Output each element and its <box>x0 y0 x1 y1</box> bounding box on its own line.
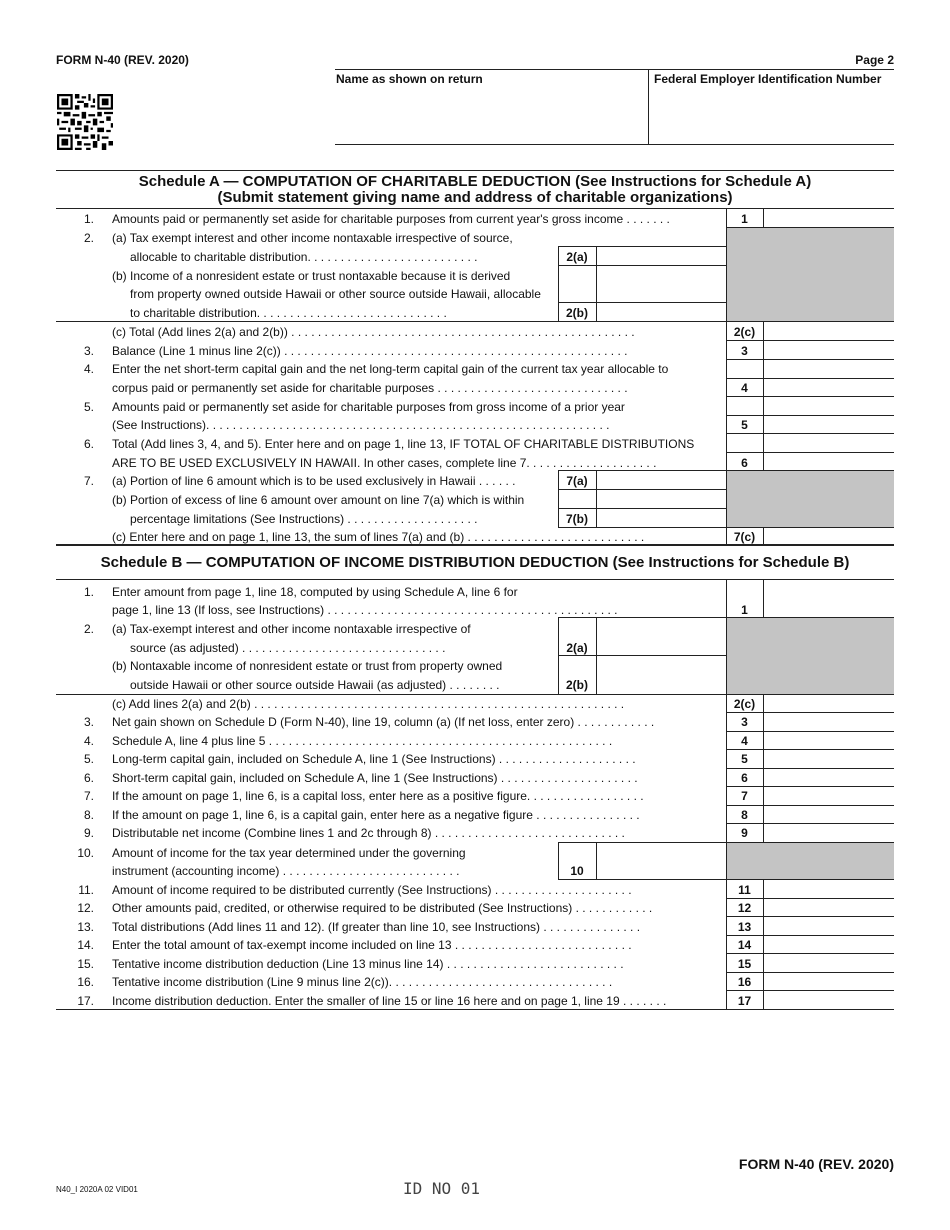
amount-field-a7c[interactable] <box>765 528 893 543</box>
line-number: 12. <box>77 901 94 915</box>
line-number: 13. <box>77 920 94 934</box>
name-label: Name as shown on return <box>336 72 483 86</box>
line-code: 13 <box>737 920 752 934</box>
line-text: Enter the net short-term capital gain and the net long-term capital gain of the current tax year allocable to <box>112 362 669 376</box>
line-text: (a) Tax exempt interest and other income nontaxable irrespective of source, <box>112 231 513 245</box>
amount-field-b2c[interactable] <box>765 695 893 711</box>
line-number: 1. <box>83 585 94 599</box>
line-code: 16 <box>737 975 752 989</box>
form-id: FORM N-40 (REV. 2020) <box>56 53 189 67</box>
amount-field-a2a[interactable] <box>598 247 724 264</box>
line-text: (c) Enter here and on page 1, line 13, the sum of lines 7(a) and (b) . . . . . . . . . . . . . . . . . . . . . . . . . . . <box>112 530 645 544</box>
amount-field-b3[interactable] <box>765 713 893 730</box>
line-code: 2(a) <box>566 250 588 264</box>
line-code: 2(c) <box>733 325 756 339</box>
line-text: Long-term capital gain, included on Schedule A, line 1 (See Instructions) . . . . . . . . . . . . . . . . . . . . . <box>112 752 636 766</box>
line-text: Schedule A, line 4 plus line 5 . . . . . . . . . . . . . . . . . . . . . . . . . . . . . . . . . . . . . . . . . . . . . . . . . . . . <box>112 734 613 748</box>
amount-field-b11[interactable] <box>765 880 893 897</box>
line-text: (a) Portion of line 6 amount which is to be used exclusively in Hawaii . . . . . . <box>112 474 516 488</box>
amount-field-a6[interactable] <box>765 453 893 469</box>
line-text: Net gain shown on Schedule D (Form N-40), line 19, column (a) (If net loss, enter zero) . . . . . . . . . . . . <box>112 715 655 729</box>
line-text: (a) Tax-exempt interest and other income nontaxable irrespective of <box>112 622 471 636</box>
amount-field-b5[interactable] <box>765 750 893 767</box>
amount-field-b4[interactable] <box>765 732 893 748</box>
line-text: Total distributions (Add lines 11 and 12). (If greater than line 10, see Instructions) . . . . . . . . . . . . . . . <box>112 920 641 934</box>
line-text: Distributable net income (Combine lines 1 and 2c through 8) . . . . . . . . . . . . . . . . . . . . . . . . . . . . . <box>112 826 625 840</box>
line-number: 16. <box>77 975 94 989</box>
amount-field-a2b[interactable] <box>598 266 724 301</box>
shaded-area <box>726 227 894 321</box>
line-code: 7 <box>741 789 748 803</box>
line-code: 14 <box>737 938 752 952</box>
shaded-area <box>726 842 894 879</box>
qr-code-icon <box>57 94 113 150</box>
line-text: ARE TO BE USED EXCLUSIVELY IN HAWAII. In other cases, complete line 7. . . . . . . . . . . . . . . . . . . . <box>112 456 657 470</box>
id-number: ID NO 01 <box>403 1179 481 1198</box>
line-code: 15 <box>737 957 752 971</box>
line-text: Amounts paid or permanently set aside for charitable purposes from gross income of a prior year <box>112 400 625 414</box>
schedule-a-subtitle: (Submit statement giving name and address of charitable organizations) <box>217 189 733 206</box>
line-text: Amounts paid or permanently set aside for charitable purposes from current year's gross income . . . . . . . <box>112 212 670 226</box>
line-text: outside Hawaii or other source outside Hawaii (as adjusted) . . . . . . . . <box>130 678 500 692</box>
amount-field-b2a[interactable] <box>598 618 724 654</box>
line-text: Tentative income distribution (Line 9 minus line 2(c)). . . . . . . . . . . . . . . . . . . . . . . . . . . . . . . . . . <box>112 975 613 989</box>
line-text: If the amount on page 1, line 6, is a capital gain, enter here as a negative figure . . . . . . . . . . . . . . . . <box>112 808 640 822</box>
fein-label: Federal Employer Identification Number <box>654 72 882 86</box>
line-text: If the amount on page 1, line 6, is a capital loss, enter here as a positive figure. . . . . . . . . . . . . . . . . . <box>112 789 644 803</box>
line-code: 4 <box>741 734 748 748</box>
line-number: 4. <box>83 734 94 748</box>
amount-field-a5[interactable] <box>765 416 893 432</box>
line-text: (b) Portion of excess of line 6 amount over amount on line 7(a) which is within <box>112 493 525 507</box>
amount-field-b10[interactable] <box>598 843 724 878</box>
amount-field-a2c[interactable] <box>765 322 893 339</box>
line-number: 7. <box>83 474 94 488</box>
line-code: 7(c) <box>733 530 756 544</box>
line-code: 17 <box>737 994 752 1008</box>
line-text: Tentative income distribution deduction (Line 13 minus line 14) . . . . . . . . . . . . . . . . . . . . . . . . . . . <box>112 957 624 971</box>
amount-field-b14[interactable] <box>765 936 893 952</box>
line-code: 2(a) <box>566 641 588 655</box>
amount-field-b12[interactable] <box>765 899 893 915</box>
line-code: 12 <box>737 901 752 915</box>
fein-field[interactable] <box>650 90 892 142</box>
line-code: 2(b) <box>566 306 588 320</box>
line-text: Enter the total amount of tax-exempt income included on line 13 . . . . . . . . . . . . . . . . . . . . . . . . . . . <box>112 938 632 952</box>
line-text: Short-term capital gain, included on Schedule A, line 1 (See Instructions) . . . . . . . . . . . . . . . . . . . . . <box>112 771 638 785</box>
shaded-area <box>726 470 894 527</box>
line-code: 10 <box>570 864 584 878</box>
line-number: 8. <box>83 808 94 822</box>
line-text: page 1, line 13 (If loss, see Instructions) . . . . . . . . . . . . . . . . . . . . . . . . . . . . . . . . . . . . . . . . . . . . <box>112 603 618 617</box>
line-code: 1 <box>741 603 748 617</box>
line-code: 4 <box>741 381 748 395</box>
amount-field-b15[interactable] <box>765 954 893 971</box>
schedule-a-title: Schedule A — COMPUTATION OF CHARITABLE DEDUCTION (See Instructions for Schedule A) <box>138 173 812 190</box>
line-code: 3 <box>741 344 748 358</box>
line-number: 3. <box>83 344 94 358</box>
line-text: source (as adjusted) . . . . . . . . . . . . . . . . . . . . . . . . . . . . . . . <box>130 641 446 655</box>
amount-field-a4[interactable] <box>765 379 893 395</box>
line-number: 10. <box>77 846 94 860</box>
line-number: 11. <box>78 883 94 897</box>
line-text: (b) Nontaxable income of nonresident estate or trust from property owned <box>112 659 503 673</box>
line-text: (c) Total (Add lines 2(a) and 2(b)) . . . . . . . . . . . . . . . . . . . . . . . . . . . . . . . . . . . . . . . . . . . . . . . . . . . . <box>112 325 635 339</box>
line-code: 3 <box>741 715 748 729</box>
name-field[interactable] <box>336 90 646 142</box>
line-number: 1. <box>83 212 94 226</box>
shaded-area <box>726 617 894 694</box>
amount-field-b6[interactable] <box>765 769 893 785</box>
line-code: 8 <box>741 808 748 822</box>
line-code: 2(c) <box>733 697 756 711</box>
amount-field-b2b[interactable] <box>598 656 724 693</box>
doc-code: N40_I 2020A 02 VID01 <box>56 1185 138 1194</box>
amount-field-b1[interactable] <box>765 581 893 616</box>
amount-field-a7b[interactable] <box>598 490 724 526</box>
line-text: Amount of income required to be distributed currently (See Instructions) . . . . . . . . . . . . . . . . . . . . . <box>112 883 632 897</box>
line-text: Total (Add lines 3, 4, and 5). Enter here and on page 1, line 13, IF TOTAL OF CHARITABLE DISTRIBUTIONS <box>112 437 695 451</box>
line-text: allocable to charitable distribution. . . . . . . . . . . . . . . . . . . . . . . . . . <box>130 250 478 264</box>
line-number: 4. <box>83 362 94 376</box>
line-number: 9. <box>83 826 94 840</box>
amount-field-a3[interactable] <box>765 341 893 358</box>
line-code: 5 <box>741 418 748 432</box>
line-text: Amount of income for the tax year determined under the governing <box>112 846 466 860</box>
line-number: 3. <box>83 715 94 729</box>
page-number: Page 2 <box>855 53 894 67</box>
schedule-b-title: Schedule B — COMPUTATION OF INCOME DISTRIBUTION DEDUCTION (See Instructions for Schedule B) <box>100 554 850 571</box>
line-code: 11 <box>738 883 751 897</box>
amount-field-a7a[interactable] <box>598 471 724 488</box>
line-text: from property owned outside Hawaii or other source outside Hawaii, allocable <box>130 287 541 301</box>
footer-form-id: FORM N-40 (REV. 2020) <box>738 1156 894 1172</box>
line-number: 14. <box>77 938 94 952</box>
line-text: Balance (Line 1 minus line 2(c)) . . . . . . . . . . . . . . . . . . . . . . . . . . . . . . . . . . . . . . . . . . . . . . . . . . . . <box>112 344 628 358</box>
line-number: 2. <box>83 231 94 245</box>
line-number: 7. <box>83 789 94 803</box>
line-number: 6. <box>83 771 94 785</box>
line-code: 7(a) <box>566 474 588 488</box>
amount-field-b8[interactable] <box>765 806 893 822</box>
line-code: 6 <box>741 456 748 470</box>
line-text: (c) Add lines 2(a) and 2(b) . . . . . . . . . . . . . . . . . . . . . . . . . . . . . . . . . . . . . . . . . . . . . . . . . . . . . . . . <box>112 697 625 711</box>
line-number: 5. <box>83 752 94 766</box>
amount-field-b16[interactable] <box>765 973 893 989</box>
amount-field-a1[interactable] <box>765 209 893 226</box>
line-text: instrument (accounting income) . . . . . . . . . . . . . . . . . . . . . . . . . . . <box>112 864 460 878</box>
line-code: 2(b) <box>566 678 588 692</box>
amount-field-b9[interactable] <box>765 824 893 841</box>
line-text: percentage limitations (See Instructions) . . . . . . . . . . . . . . . . . . . . <box>130 512 478 526</box>
line-code: 7(b) <box>566 512 588 526</box>
line-text: to charitable distribution. . . . . . . . . . . . . . . . . . . . . . . . . . . . . <box>130 306 447 320</box>
line-text: Enter amount from page 1, line 18, computed by using Schedule A, line 6 for <box>112 585 518 599</box>
line-number: 6. <box>83 437 94 451</box>
line-code: 9 <box>741 826 748 840</box>
amount-field-b17[interactable] <box>765 991 893 1008</box>
line-number: 15. <box>77 957 94 971</box>
amount-field-b7[interactable] <box>765 787 893 804</box>
line-text: (See Instructions). . . . . . . . . . . . . . . . . . . . . . . . . . . . . . . . . . . . . . . . . . . . . . . . . . . . . . . . . . . . . <box>112 418 610 432</box>
line-text: Other amounts paid, credited, or otherwise required to be distributed (See Instructions) . . . . . . . . . . . . <box>112 901 653 915</box>
line-text: (b) Income of a nonresident estate or trust nontaxable because it is derived <box>112 269 511 283</box>
line-text: corpus paid or permanently set aside for charitable purposes . . . . . . . . . . . . . . . . . . . . . . . . . . . . . <box>112 381 628 395</box>
line-code: 1 <box>741 212 748 226</box>
line-code: 5 <box>741 752 748 766</box>
line-number: 5. <box>83 400 94 414</box>
line-text: Income distribution deduction. Enter the smaller of line 15 or line 16 here and on page 1, line 19 . . . . . . . <box>112 994 667 1008</box>
amount-field-b13[interactable] <box>765 917 893 934</box>
line-code: 6 <box>741 771 748 785</box>
line-number: 17. <box>77 994 94 1008</box>
line-number: 2. <box>83 622 94 636</box>
